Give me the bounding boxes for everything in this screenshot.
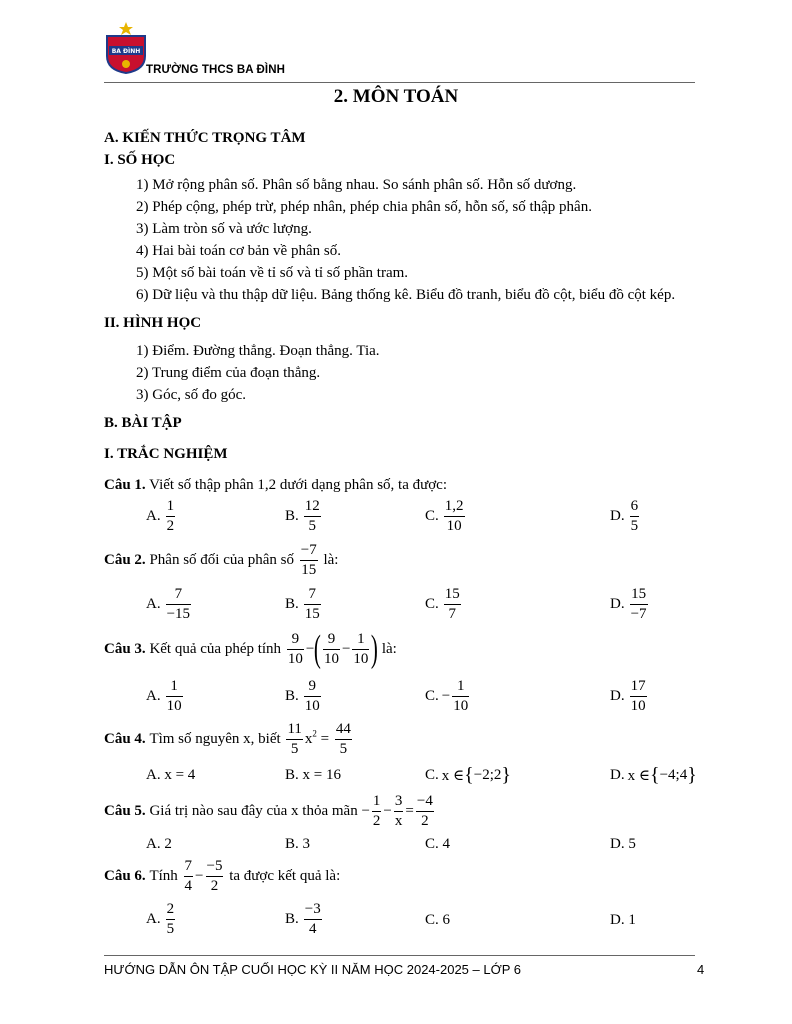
logo-text: BA ĐÌNH (111, 48, 141, 55)
q6-option-b: B. $\frac{-3}{4}$ (285, 901, 321, 937)
q4-option-d: D. x ∈{−4;4} (610, 764, 697, 786)
question-3: Câu 3. Kết quả của phép tính $\frac{9}{10}$ −( $\frac{9}{10}$ − $\frac{1}{10}$ ) là: (104, 628, 397, 671)
section-a-heading: A. KIẾN THỨC TRỌNG TÂM (104, 130, 306, 146)
q4-option-c: C. x ∈{−2;2} (425, 764, 511, 786)
q2-option-a: A. $\frac{7}{-15}$ (146, 586, 191, 622)
footer-divider (104, 955, 695, 956)
q1-option-a: A. $\frac{1}{2}$ (146, 498, 175, 534)
q2-option-c: C. $\frac{15}{7}$ (425, 586, 460, 622)
q1-option-d: D. $\frac{6}{5}$ (610, 498, 639, 534)
part2-heading: II. HÌNH HỌC (104, 315, 202, 331)
q5-option-b: B. 3 (285, 836, 311, 852)
q4-option-b: B. x = 16 (285, 767, 341, 783)
q2-option-d: D. $\frac{15}{-7}$ (610, 586, 647, 622)
q6-option-a: A. $\frac{2}{5}$ (146, 901, 175, 937)
q6-option-c: C. 6 (425, 912, 451, 928)
q4-option-a: A. x = 4 (146, 767, 196, 783)
list-item: 2) Trung điểm của đoạn thẳng. (136, 365, 321, 381)
page-number: 4 (697, 962, 705, 977)
q1-option-b: B. $\frac{12}{5}$ (285, 498, 320, 534)
footer-text: HƯỚNG DẪN ÔN TẬP CUỐI HỌC KỲ II NĂM HỌC 2024-2025 – LỚP 6 (104, 962, 522, 977)
q5-option-d: D. 5 (610, 836, 636, 852)
q5-option-a: A. 2 (146, 836, 172, 852)
q3-option-d: D. $\frac{17}{10}$ (610, 678, 646, 714)
q1-option-c: C. $\frac{1,2}{10}$ (425, 498, 464, 534)
list-item: 4) Hai bài toán cơ bản về phân số. (136, 243, 341, 259)
q3-option-a: A. $\frac{1}{10}$ (146, 678, 182, 714)
page-title: 2. MÔN TOÁN (333, 86, 459, 107)
header-divider (104, 82, 695, 83)
multiple-choice-heading: I. TRẮC NGHIỆM (104, 446, 228, 462)
q2-option-b: B. $\frac{7}{15}$ (285, 586, 320, 622)
school-logo (104, 22, 148, 74)
list-item: 6) Dữ liệu và thu thập dữ liệu. Bảng thống kê. Biểu đồ tranh, biểu đồ cột, biểu đồ cột kép. (136, 287, 676, 303)
q3-option-b: B. $\frac{9}{10}$ (285, 678, 320, 714)
section-b-heading: B. BÀI TẬP (104, 415, 182, 431)
q6-option-d: D. 1 (610, 912, 636, 928)
list-item: 3) Góc, số đo góc. (136, 387, 246, 403)
question-5: Câu 5. Giá trị nào sau đây của x thỏa mãn − $\frac{1}{2}$ − $\frac{3}{x}$ = $\frac{-4}{2}$ (104, 793, 433, 829)
q5-option-c: C. 4 (425, 836, 451, 852)
list-item: 1) Điểm. Đường thẳng. Đoạn thẳng. Tia. (136, 343, 380, 359)
list-item: 3) Làm tròn số và ước lượng. (136, 221, 312, 237)
list-item: 1) Mở rộng phân số. Phân số bằng nhau. So sánh phân số. Hỗn số dương. (136, 177, 577, 193)
question-1: Câu 1. Viết số thập phân 1,2 dưới dạng phân số, ta được: (104, 477, 448, 493)
list-item: 5) Một số bài toán về tỉ số và tỉ số phần tram. (136, 265, 409, 281)
q3-option-c: C. − $\frac{1}{10}$ (425, 678, 469, 714)
part1-heading: I. SỐ HỌC (104, 152, 176, 168)
question-6: Câu 6. Tính $\frac{7}{4}$ − $\frac{-5}{2}$ ta được kết quả là: (104, 858, 341, 894)
question-2: Câu 2. Phân số đối của phân số $\frac{-7}{15}$ là: (104, 542, 339, 578)
school-name: TRƯỜNG THCS BA ĐÌNH (146, 64, 286, 76)
list-item: 2) Phép cộng, phép trừ, phép nhân, phép chia phân số, hỗn số, số thập phân. (136, 199, 592, 215)
question-4: Câu 4. Tìm số nguyên x, biết $\frac{11}{5}$ $x^2$ = $\frac{44}{5}$ (104, 721, 351, 757)
